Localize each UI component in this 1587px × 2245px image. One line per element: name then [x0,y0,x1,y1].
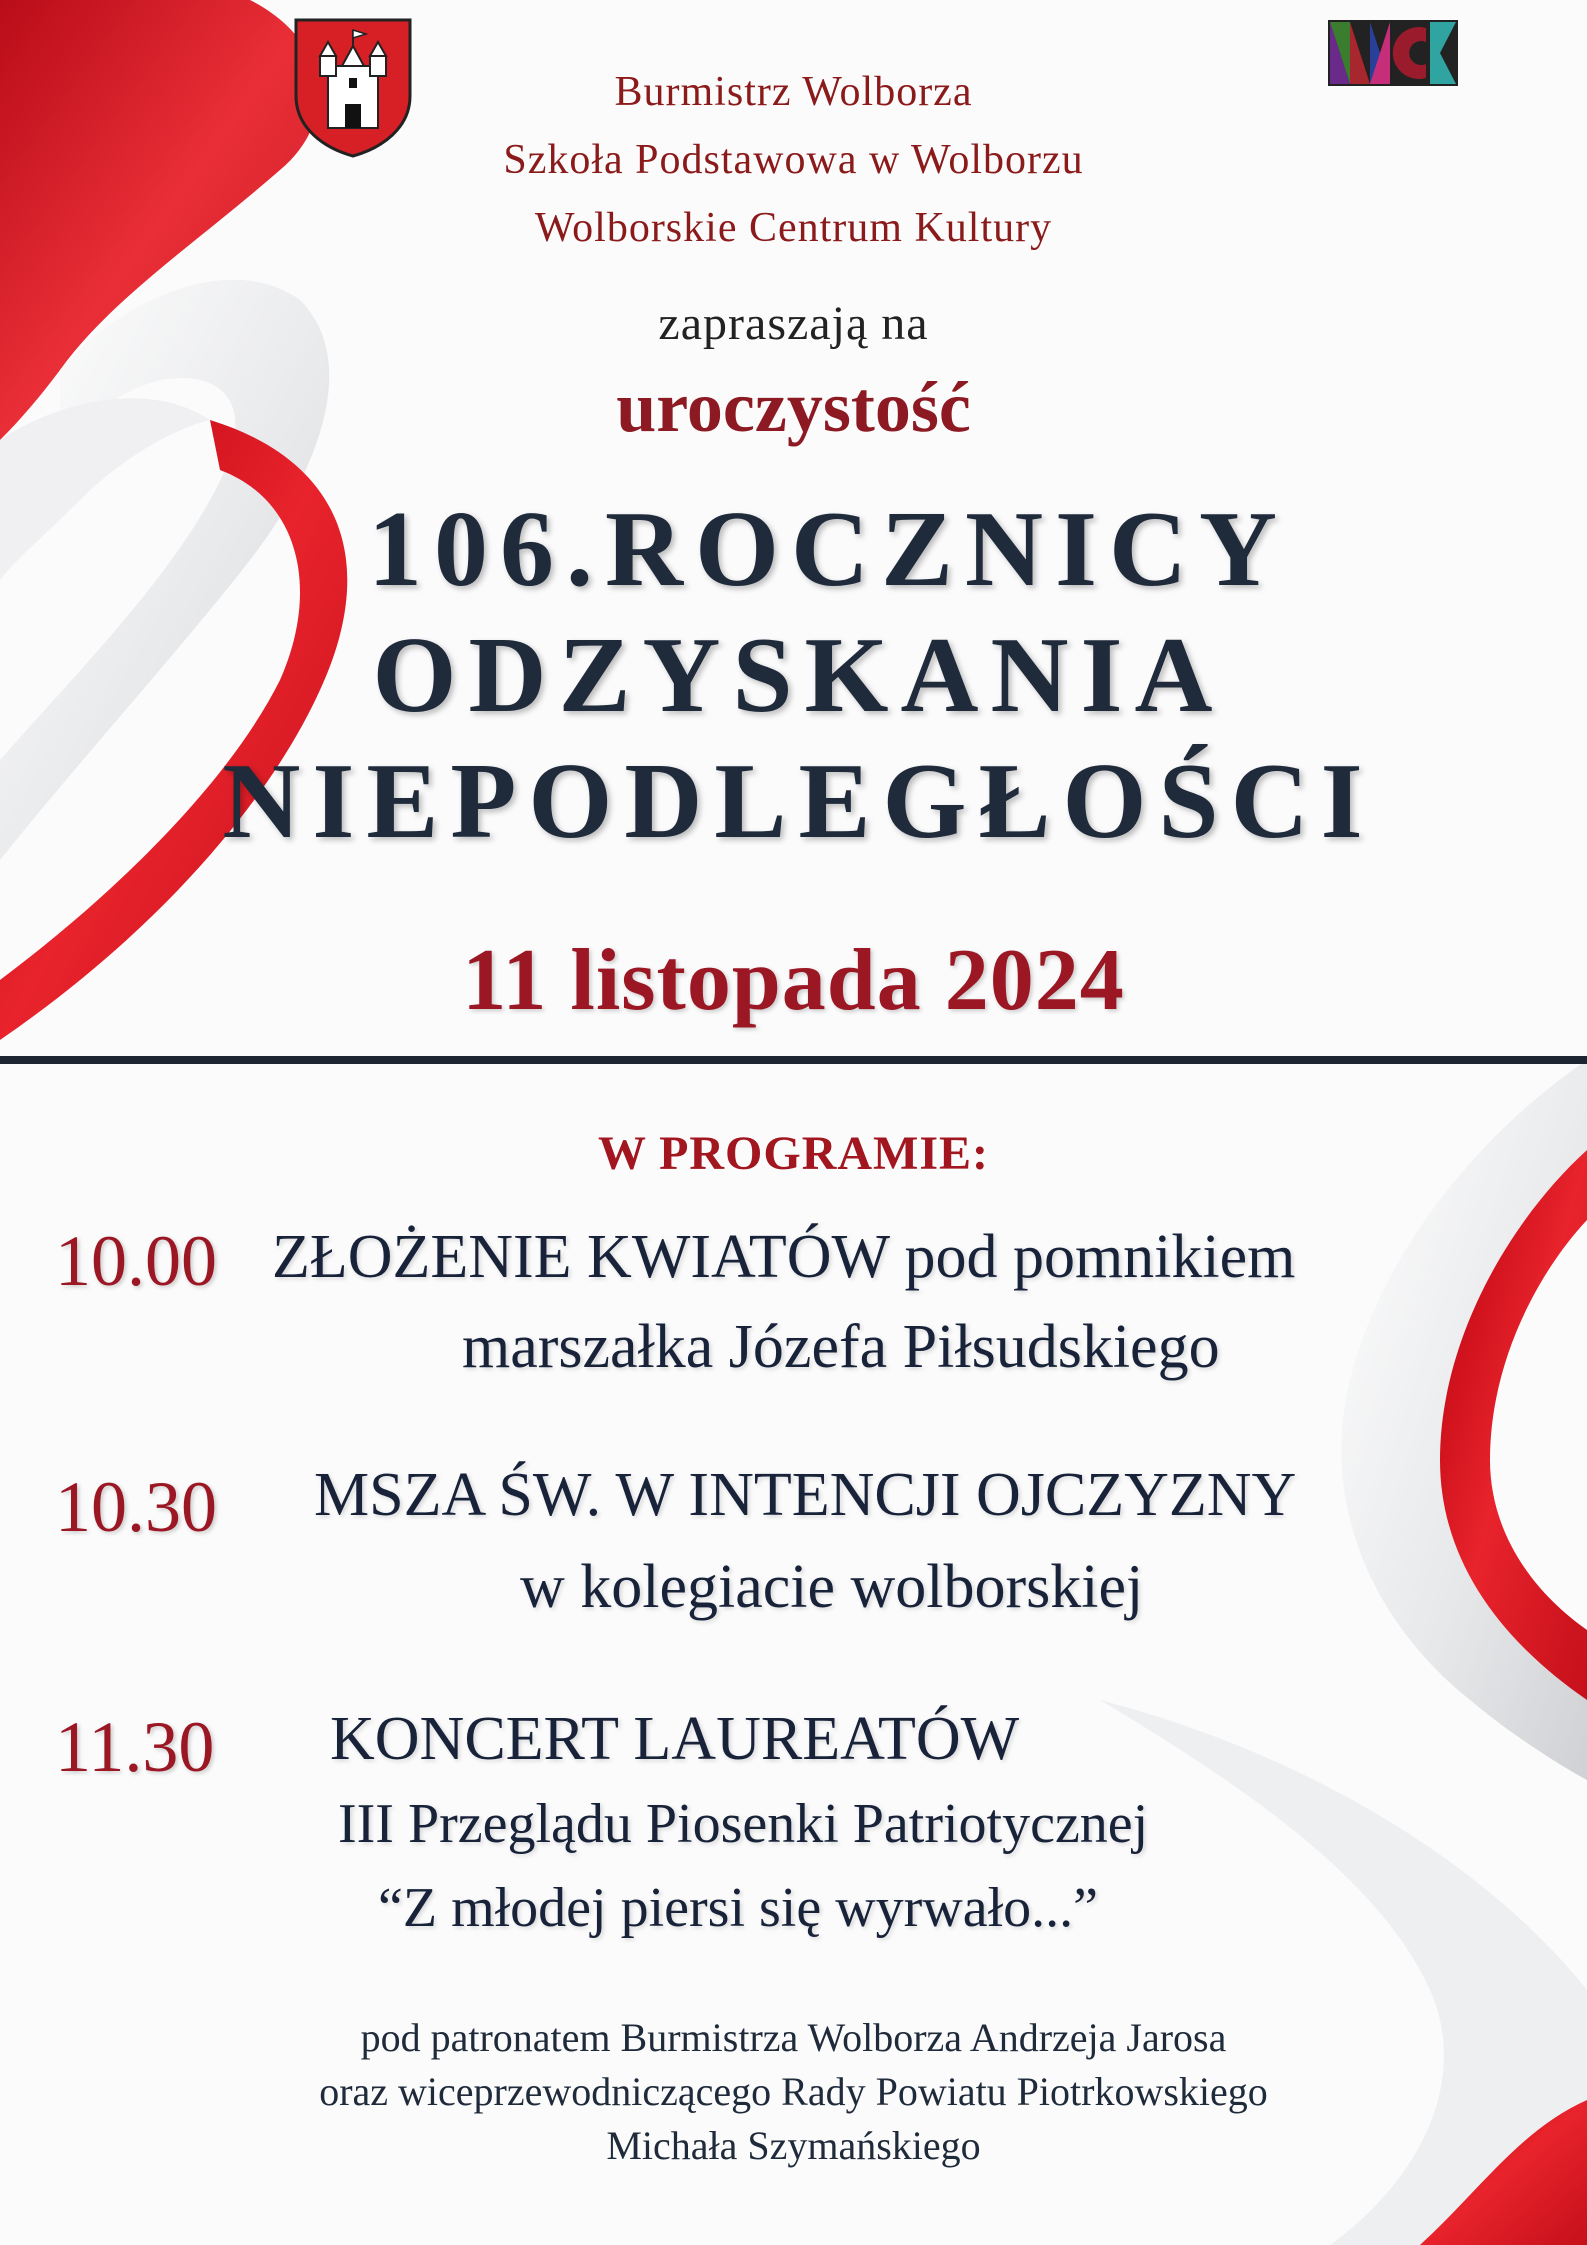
program-time-3: 11.30 [55,1707,215,1787]
footer-line-1: pod patronatem Burmistrza Wolborza Andrzeja Jarosa [360,2015,1227,2060]
program-time-1: 10.00 [55,1221,217,1301]
program-item-3-line-2: III Przeglądu Piosenki Patriotycznej [338,1793,1149,1855]
event-date: 11 listopada 2024 [462,932,1125,1029]
footer-line-3: Michała Szymańskiego [606,2123,981,2168]
program-time-2: 10.30 [55,1467,217,1547]
invite-line: zapraszają na [658,297,929,350]
organizer-1: Burmistrz Wolborza [614,69,973,115]
program-item-1-line-1: ZŁOŻENIE KWIATÓW pod pomnikiem [272,1223,1296,1291]
title-line-3: NIEPODLEGŁOŚCI [222,742,1375,861]
divider [0,1056,1587,1064]
program-item-1-line-2: marszałka Józefa Piłsudskiego [462,1313,1220,1381]
program-item-2-line-2: w kolegiacie wolborskiej [520,1553,1144,1621]
program-item-3-line-1: KONCERT LAUREATÓW [330,1705,1020,1773]
organizer-3: Wolborskie Centrum Kultury [534,205,1053,251]
footer-line-2: oraz wiceprzewodniczącego Rady Powiatu Piotrkowskiego [319,2069,1268,2114]
organizer-2: Szkoła Podstawowa w Wolborzu [503,137,1084,183]
title-line-2: ODZYSKANIA [372,616,1225,735]
program-heading: W PROGRAMIE: [597,1127,990,1180]
event-name: uroczystość [616,367,971,447]
program-item-3-line-3: “Z młodej piersi się wyrwało...” [378,1877,1099,1939]
program-item-2-line-1: MSZA ŚW. W INTENCJI OJCZYZNY [314,1461,1297,1529]
title-line-1: 106.ROCZNICY [367,490,1290,609]
